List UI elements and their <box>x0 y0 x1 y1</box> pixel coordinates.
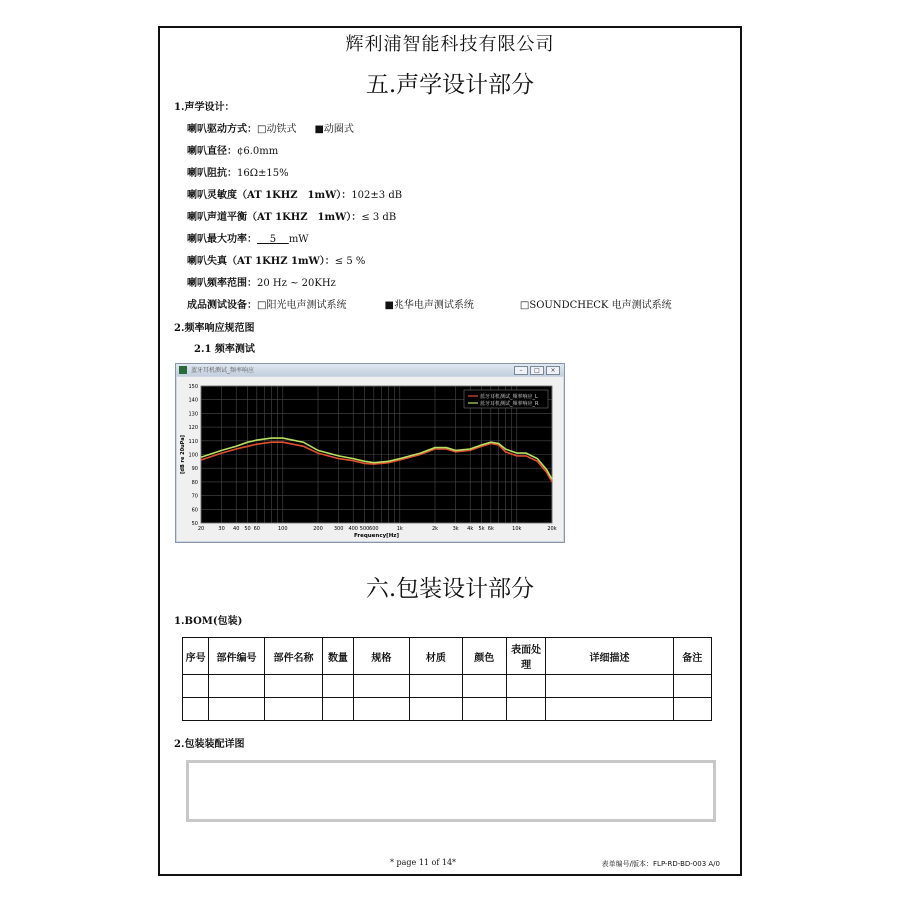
spec-sensitivity-value: 102±3 dB <box>351 190 403 201</box>
col-header: 规格 <box>353 638 410 675</box>
x-tick-label: 4k <box>467 526 474 532</box>
equipment-option-zhaohua: ■兆华电声测试系统 <box>384 300 474 311</box>
spec-test-equipment-label: 成品测试设备： <box>187 300 257 311</box>
spec-distortion <box>187 252 365 267</box>
page-number: * page 11 of 14* <box>390 858 457 867</box>
frequency-response-window <box>175 363 565 543</box>
table-row <box>183 698 712 721</box>
y-tick-label: 150 <box>188 384 198 390</box>
table-cell <box>183 675 209 698</box>
x-tick-label: 5k <box>478 526 485 532</box>
x-tick-label: 10k <box>512 526 522 532</box>
form-number: 表单编号/版本：FLP-RD-BD-003 A/0 <box>601 860 720 868</box>
equipment-option-soundcheck: □SOUNDCHECK 电声测试系统 <box>519 300 672 311</box>
spec-frequency-range-label: 喇叭频率范围： <box>187 278 257 289</box>
minimize-button[interactable]: – <box>514 366 528 375</box>
y-tick-label: 90 <box>191 466 198 473</box>
legend-entry: 蓝牙耳机测试_频率响应_R <box>480 401 539 407</box>
y-tick-label: 70 <box>191 493 198 500</box>
table-cell <box>353 698 410 721</box>
x-tick-label: 600 <box>369 526 379 532</box>
bom-table <box>182 637 712 721</box>
table-cell <box>507 698 546 721</box>
packaging-detail-box <box>186 760 716 822</box>
x-tick-label: 30 <box>218 526 225 532</box>
table-cell <box>264 698 323 721</box>
bom-header-row <box>183 638 712 675</box>
x-tick-label: 2k <box>431 526 439 532</box>
col-header: 部件编号 <box>209 638 265 675</box>
frequency-response-chart <box>176 364 564 542</box>
x-tick-label: 3k <box>452 526 459 532</box>
table-cell <box>462 675 506 698</box>
spec-balance-value: ≤ 3 dB <box>361 212 397 223</box>
x-tick-label: 400 <box>348 526 358 532</box>
table-cell <box>462 698 506 721</box>
table-cell <box>507 675 546 698</box>
x-tick-label: 200 <box>313 526 323 532</box>
table-cell <box>673 675 711 698</box>
x-tick-label: 60 <box>253 526 261 532</box>
y-tick-label: 110 <box>188 438 198 445</box>
table-cell <box>410 675 462 698</box>
subsection-packaging-detail: 2.包装装配详图 <box>174 739 245 750</box>
table-cell <box>546 698 673 721</box>
spec-impedance-label: 喇叭阻抗： <box>187 168 237 179</box>
spec-max-power-label: 喇叭最大功率： <box>187 234 257 245</box>
table-cell <box>209 675 265 698</box>
x-axis-label: Frequency[Hz] <box>353 533 400 539</box>
spec-driver-label: 喇叭驱动方式： <box>187 124 257 135</box>
x-tick-label: 20 <box>197 526 205 532</box>
y-tick-label: 140 <box>188 397 198 404</box>
equipment-option-yangguang: □阳光电声测试系统 <box>257 300 347 311</box>
x-tick-label: 50 <box>244 526 251 532</box>
x-tick-label: 500 <box>359 526 370 532</box>
spec-max-power-unit: mW <box>288 234 309 245</box>
spec-diameter-value: ¢6.0mm <box>237 146 279 157</box>
table-cell <box>264 675 323 698</box>
spec-frequency-range <box>187 274 336 289</box>
section-title-packaging: 六.包装设计部分 <box>365 576 535 602</box>
table-cell <box>323 675 353 698</box>
table-cell <box>410 698 462 721</box>
y-tick-label: 100 <box>188 452 198 459</box>
y-tick-label: 80 <box>191 479 198 486</box>
maximize-button[interactable]: □ <box>530 366 544 375</box>
subsection-frequency-test: 2.1 频率测试 <box>194 344 255 355</box>
col-header: 备注 <box>673 638 711 675</box>
company-name: 辉利浦智能科技有限公司 <box>345 34 555 55</box>
y-tick-label: 120 <box>188 425 198 432</box>
col-header: 表面处理 <box>507 638 546 675</box>
driver-option-dynamic: ■动圈式 <box>314 124 354 135</box>
spec-impedance <box>187 164 289 179</box>
col-header: 材质 <box>410 638 462 675</box>
spec-sensitivity-label: 喇叭灵敏度（AT 1KHZ 1mW）： <box>187 190 352 201</box>
spec-balance-label: 喇叭声道平衡（AT 1KHZ 1mW）： <box>187 212 362 223</box>
col-header: 颜色 <box>462 638 506 675</box>
x-tick-label: 1k <box>396 526 403 532</box>
spec-impedance-value: 16Ω±15% <box>237 168 289 179</box>
spec-test-equipment <box>187 296 672 311</box>
subsection-bom: 1.BOM(包装) <box>174 616 243 627</box>
close-button[interactable]: × <box>546 366 560 375</box>
driver-option-balanced-armature: □动铁式 <box>257 124 297 135</box>
section-title-acoustic: 五.声学设计部分 <box>365 72 535 98</box>
subsection-frequency-response: 2.频率响应规范图 <box>174 323 255 334</box>
chart-window-title: 蓝牙耳机测试_频率响应 <box>191 367 255 374</box>
spec-diameter-label: 喇叭直径： <box>187 146 237 157</box>
table-cell <box>183 698 209 721</box>
spec-max-power <box>187 230 309 245</box>
table-row <box>183 675 712 698</box>
spec-distortion-value: ≤ 5 % <box>334 256 366 267</box>
y-axis-label: [dB re 20uPa] <box>180 435 186 474</box>
y-tick-label: 60 <box>191 507 198 514</box>
spec-max-power-number: 5 <box>269 234 277 245</box>
spec-sensitivity <box>187 186 402 201</box>
table-cell <box>546 675 673 698</box>
table-cell <box>353 675 410 698</box>
spec-max-power-value <box>257 234 289 245</box>
x-tick-label: 40 <box>233 526 240 532</box>
x-tick-label: 100 <box>278 526 288 532</box>
spec-distortion-label: 喇叭失真（AT 1KHZ 1mW）： <box>187 256 335 267</box>
x-tick-label: 6k <box>487 526 494 532</box>
table-cell <box>323 698 353 721</box>
col-header: 序号 <box>183 638 209 675</box>
col-header: 部件名称 <box>264 638 323 675</box>
legend-entry: 蓝牙耳机测试_频率响应_L <box>480 394 538 400</box>
spec-diameter <box>187 142 278 157</box>
table-cell <box>209 698 265 721</box>
document-page <box>158 26 742 876</box>
x-tick-label: 300 <box>333 526 344 532</box>
col-header: 数量 <box>323 638 353 675</box>
spec-frequency-range-value: 20 Hz ~ 20KHz <box>257 278 336 289</box>
col-header: 详细描述 <box>546 638 673 675</box>
spec-driver <box>187 120 354 135</box>
y-tick-label: 130 <box>188 411 198 418</box>
table-cell <box>673 698 711 721</box>
subsection-acoustic-design: 1.声学设计： <box>174 102 235 113</box>
y-tick-label: 50 <box>191 521 198 527</box>
x-tick-label: 20k <box>547 526 557 532</box>
spec-balance <box>187 208 396 223</box>
